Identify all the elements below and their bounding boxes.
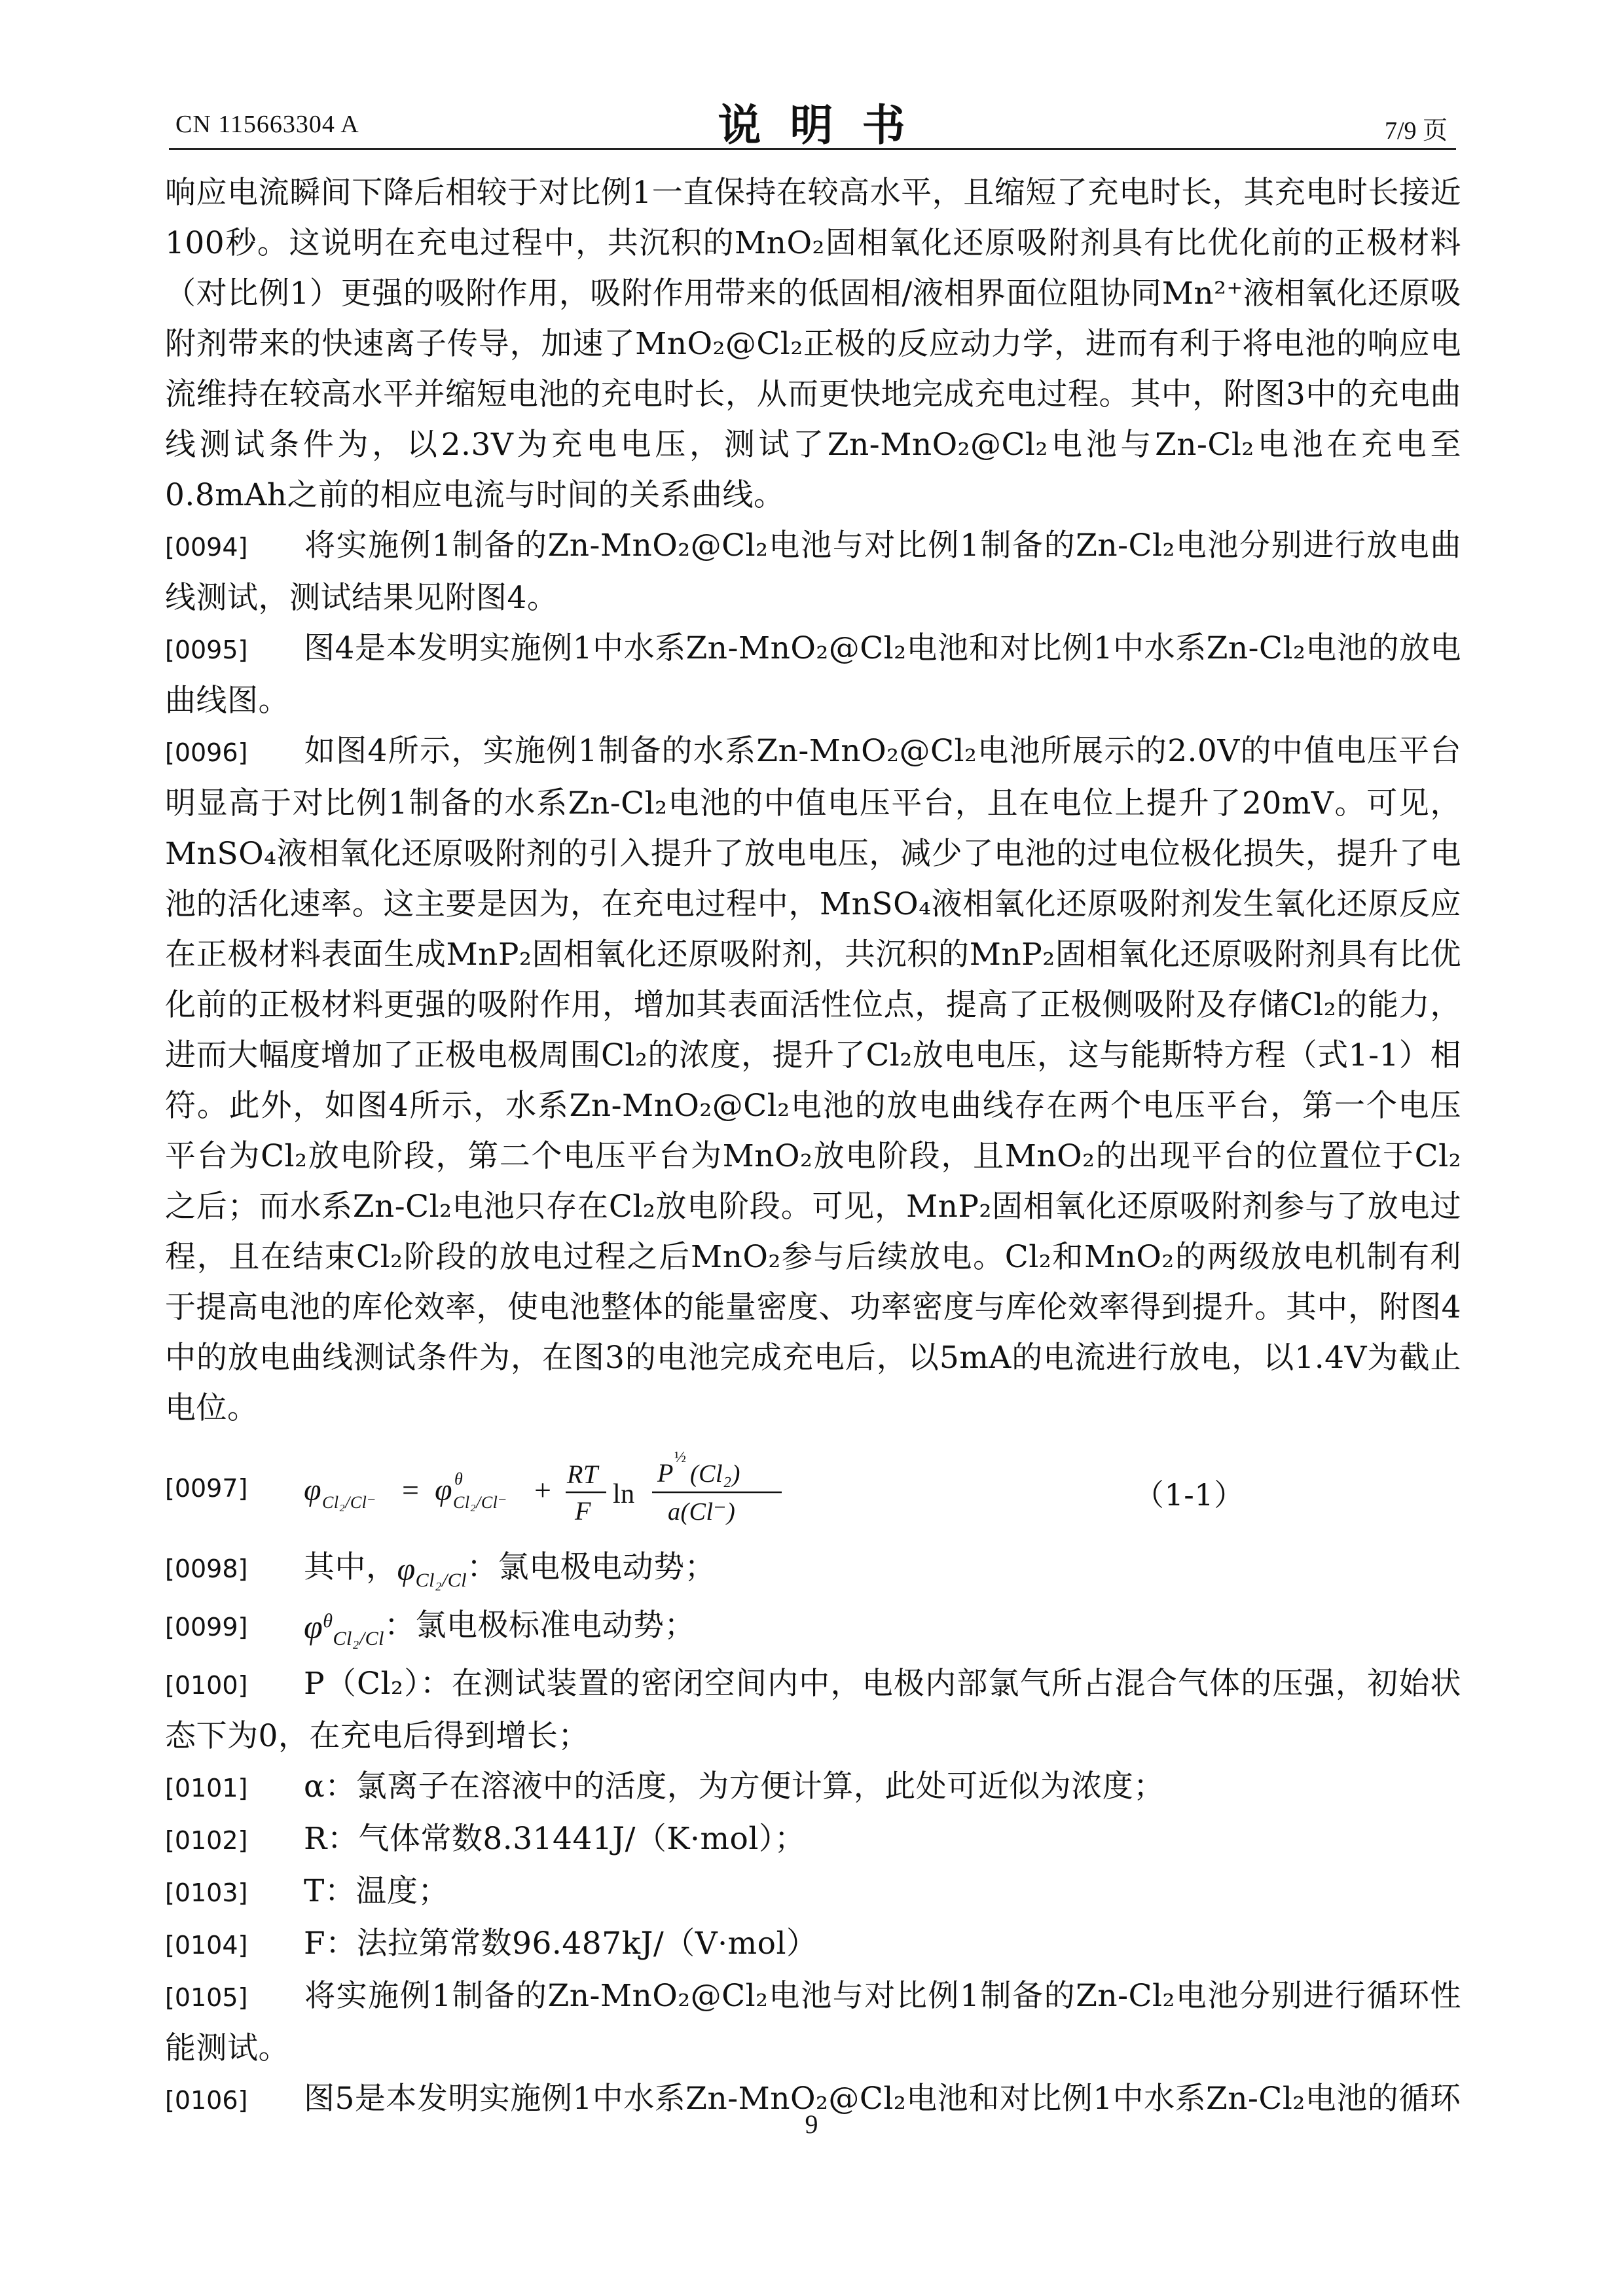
page-indicator: 7/9 页: [1384, 117, 1448, 145]
continuation-paragraph: 响应电流瞬间下降后相较于对比例1一直保持在较高水平，且缩短了充电时长，其充电时长接近100秒。这说明在充电过程中，共沉积的MnO₂固相氧化还原吸附剂具有比优化前的正极材料（对比例1）更强的吸附作用，吸附作用带来的低固相/液相界面位阻协同Mn²⁺液相氧化还原吸附剂带来的快速离子传导，加速了MnO₂@Cl₂正极的反应动力学，进而有利于将电池的响应电流维持在较高水平并缩短电池的充电时长，从而更快地完成充电过程。其中，附图3中的充电曲线测试条件为，以2.3V为充电电压，测试了Zn-MnO₂@Cl₂电池与Zn-Cl₂电池在充电至0.8mAh之前的相应电流与时间的关系曲线。: [165, 175, 1461, 513]
paragraph-number: [0100]: [165, 1671, 248, 1700]
eq-lhs-sub: Cl₂/Cl⁻: [322, 1493, 376, 1512]
paragraph-number: [0103]: [165, 1878, 248, 1907]
paragraph-number: [0095]: [165, 636, 248, 664]
paragraph-0098: [165, 1542, 1461, 1595]
paragraph-0101: [165, 1761, 1461, 1814]
header-divider: [169, 148, 1456, 150]
paragraph-number: [0094]: [165, 533, 248, 562]
eq-ln: ln: [613, 1479, 635, 1509]
eq-a-den: a(Cl⁻): [668, 1498, 736, 1526]
paragraph-text: 图4是本发明实施例1中水系Zn-MnO₂@Cl₂电池和对比例1中水系Zn-Cl₂电池的放电曲线图。: [165, 630, 1461, 719]
paragraph-number: [0096]: [165, 738, 248, 767]
paragraph-text: ：氯电极标准电动势；: [384, 1607, 695, 1643]
paragraph-number: [0102]: [165, 1826, 248, 1855]
paragraph-text: 如图4所示，实施例1制备的水系Zn-MnO₂@Cl₂电池所展示的2.0V的中值电压平台明显高于对比例1制备的水系Zn-Cl₂电池的中值电压平台，且在电位上提升了20mV。可见，MnSO₄液相氧化还原吸附剂的引入提升了放电电压，减少了电池的过电位极化损失，提升了电池的活化速率。这主要是因为，在充电过程中，MnSO₄液相氧化还原吸附剂发生氧化还原反应在正极材料表面生成MnP₂固相氧化还原吸附剂，共沉积的MnP₂固相氧化还原吸附剂具有比优化前的正极材料更强的吸附作用，增加其表面活性位点，提高了正极侧吸附及存储Cl₂的能力，进而大幅度增加了正极电极周围Cl₂的浓度，提升了Cl₂放电电压，这与能斯特方程（式1-1）相符。此外，如图4所示，水系Zn-MnO₂@Cl₂电池的放电曲线存在两个电压平台，第一个电压平台为Cl₂放电阶段，第二个电压平台为MnO₂放电阶段，且MnO₂的出现平台的位置位于Cl₂之后；而水系Zn-Cl₂电池只存在Cl₂放电阶段。可见，MnP₂固相氧化还原吸附剂参与了放电过程，且在结束Cl₂阶段的放电过程之后MnO₂参与后续放电。Cl₂和MnO₂的两级放电机制有利于提高电池的库伦效率，使电池整体的能量密度、功率密度与库伦效率得到提升。其中，附图4中的放电曲线测试条件为，在图3的电池完成充电后，以5mA的电流进行放电，以1.4V为截止电位。: [165, 733, 1461, 1426]
patent-number: CN 115663304 A: [175, 111, 359, 138]
paragraph-number: [0097]: [165, 1474, 248, 1503]
eq-phi0-sub: Cl₂/Cl⁻: [453, 1493, 507, 1512]
document-body: [165, 168, 1461, 2126]
phi-standard-symbol: $\varphi^\theta_{Cl_2/Cl}$: [304, 1609, 384, 1650]
document-title: 说明书: [718, 100, 934, 151]
eq-p-exp: ½: [674, 1449, 687, 1466]
paragraph-0095: [165, 623, 1461, 726]
eq-frac-den: F: [575, 1496, 591, 1526]
paragraph-text: ：氯电极电动势；: [467, 1549, 716, 1585]
paragraph-number: [0098]: [165, 1554, 248, 1583]
nernst-equation: [304, 1444, 958, 1535]
paragraph-text: 将实施例1制备的Zn-MnO₂@Cl₂电池与对比例1制备的Zn-Cl₂电池分别进行循环性能测试。: [165, 1978, 1461, 2066]
paragraph-text: T：温度；: [304, 1873, 449, 1909]
equation-label: （1-1）: [1134, 1477, 1245, 1513]
paragraph-number: [0104]: [165, 1931, 248, 1960]
eq-plus: +: [534, 1473, 552, 1507]
paragraph-text: R：气体常数8.31441J/（K·mol）；: [304, 1821, 806, 1857]
paragraph-text: F：法拉第常数96.487kJ/（V·mol）: [304, 1926, 818, 1962]
paragraph-0099: [165, 1600, 1461, 1653]
paragraph-text: 将实施例1制备的Zn-MnO₂@Cl₂电池与对比例1制备的Zn-Cl₂电池分别进行放电曲线测试，测试结果见附图4。: [165, 528, 1461, 616]
paragraph-text: α：氯离子在溶液中的活度，为方便计算，此处可近似为浓度；: [304, 1768, 1165, 1804]
paragraph-0105: [165, 1971, 1461, 2073]
eq-lhs-phi: φ: [304, 1473, 322, 1507]
paragraph-number: [0101]: [165, 1774, 248, 1803]
paragraph-0094: [165, 520, 1461, 623]
paragraph-number: [0099]: [165, 1613, 248, 1641]
paragraph-0096: [165, 726, 1461, 1433]
eq-frac-num: RT: [567, 1460, 598, 1489]
paragraph-text: P（Cl₂）：在测试装置的密闭空间内中，电极内部氯气所占混合气体的压强，初始状态下为0，在充电后得到增长；: [165, 1666, 1461, 1754]
paragraph-number: [0105]: [165, 1983, 248, 2012]
paragraph-0104: [165, 1918, 1461, 1971]
eq-equals: =: [402, 1473, 420, 1507]
page-number: 9: [805, 2109, 818, 2139]
paragraph-number: [0106]: [165, 2086, 248, 2115]
paragraph-prefix: 其中，: [304, 1549, 397, 1585]
paragraph-0103: [165, 1866, 1461, 1918]
paragraph-text: 图5是本发明实施例1中水系Zn-MnO₂@Cl₂电池和对比例1中水系Zn-Cl₂电池的循环: [304, 2081, 1461, 2117]
eq-p: P: [657, 1458, 674, 1488]
eq-phi0: φ: [435, 1473, 453, 1507]
phi-symbol: $\varphi_{Cl_2/Cl}$: [397, 1551, 467, 1592]
paragraph-0100: [165, 1659, 1461, 1761]
paragraph-0102: [165, 1814, 1461, 1866]
eq-phi0-sup: θ: [454, 1469, 464, 1488]
eq-p-arg: (Cl₂): [690, 1460, 740, 1488]
paragraph-0097: [165, 1444, 1461, 1535]
